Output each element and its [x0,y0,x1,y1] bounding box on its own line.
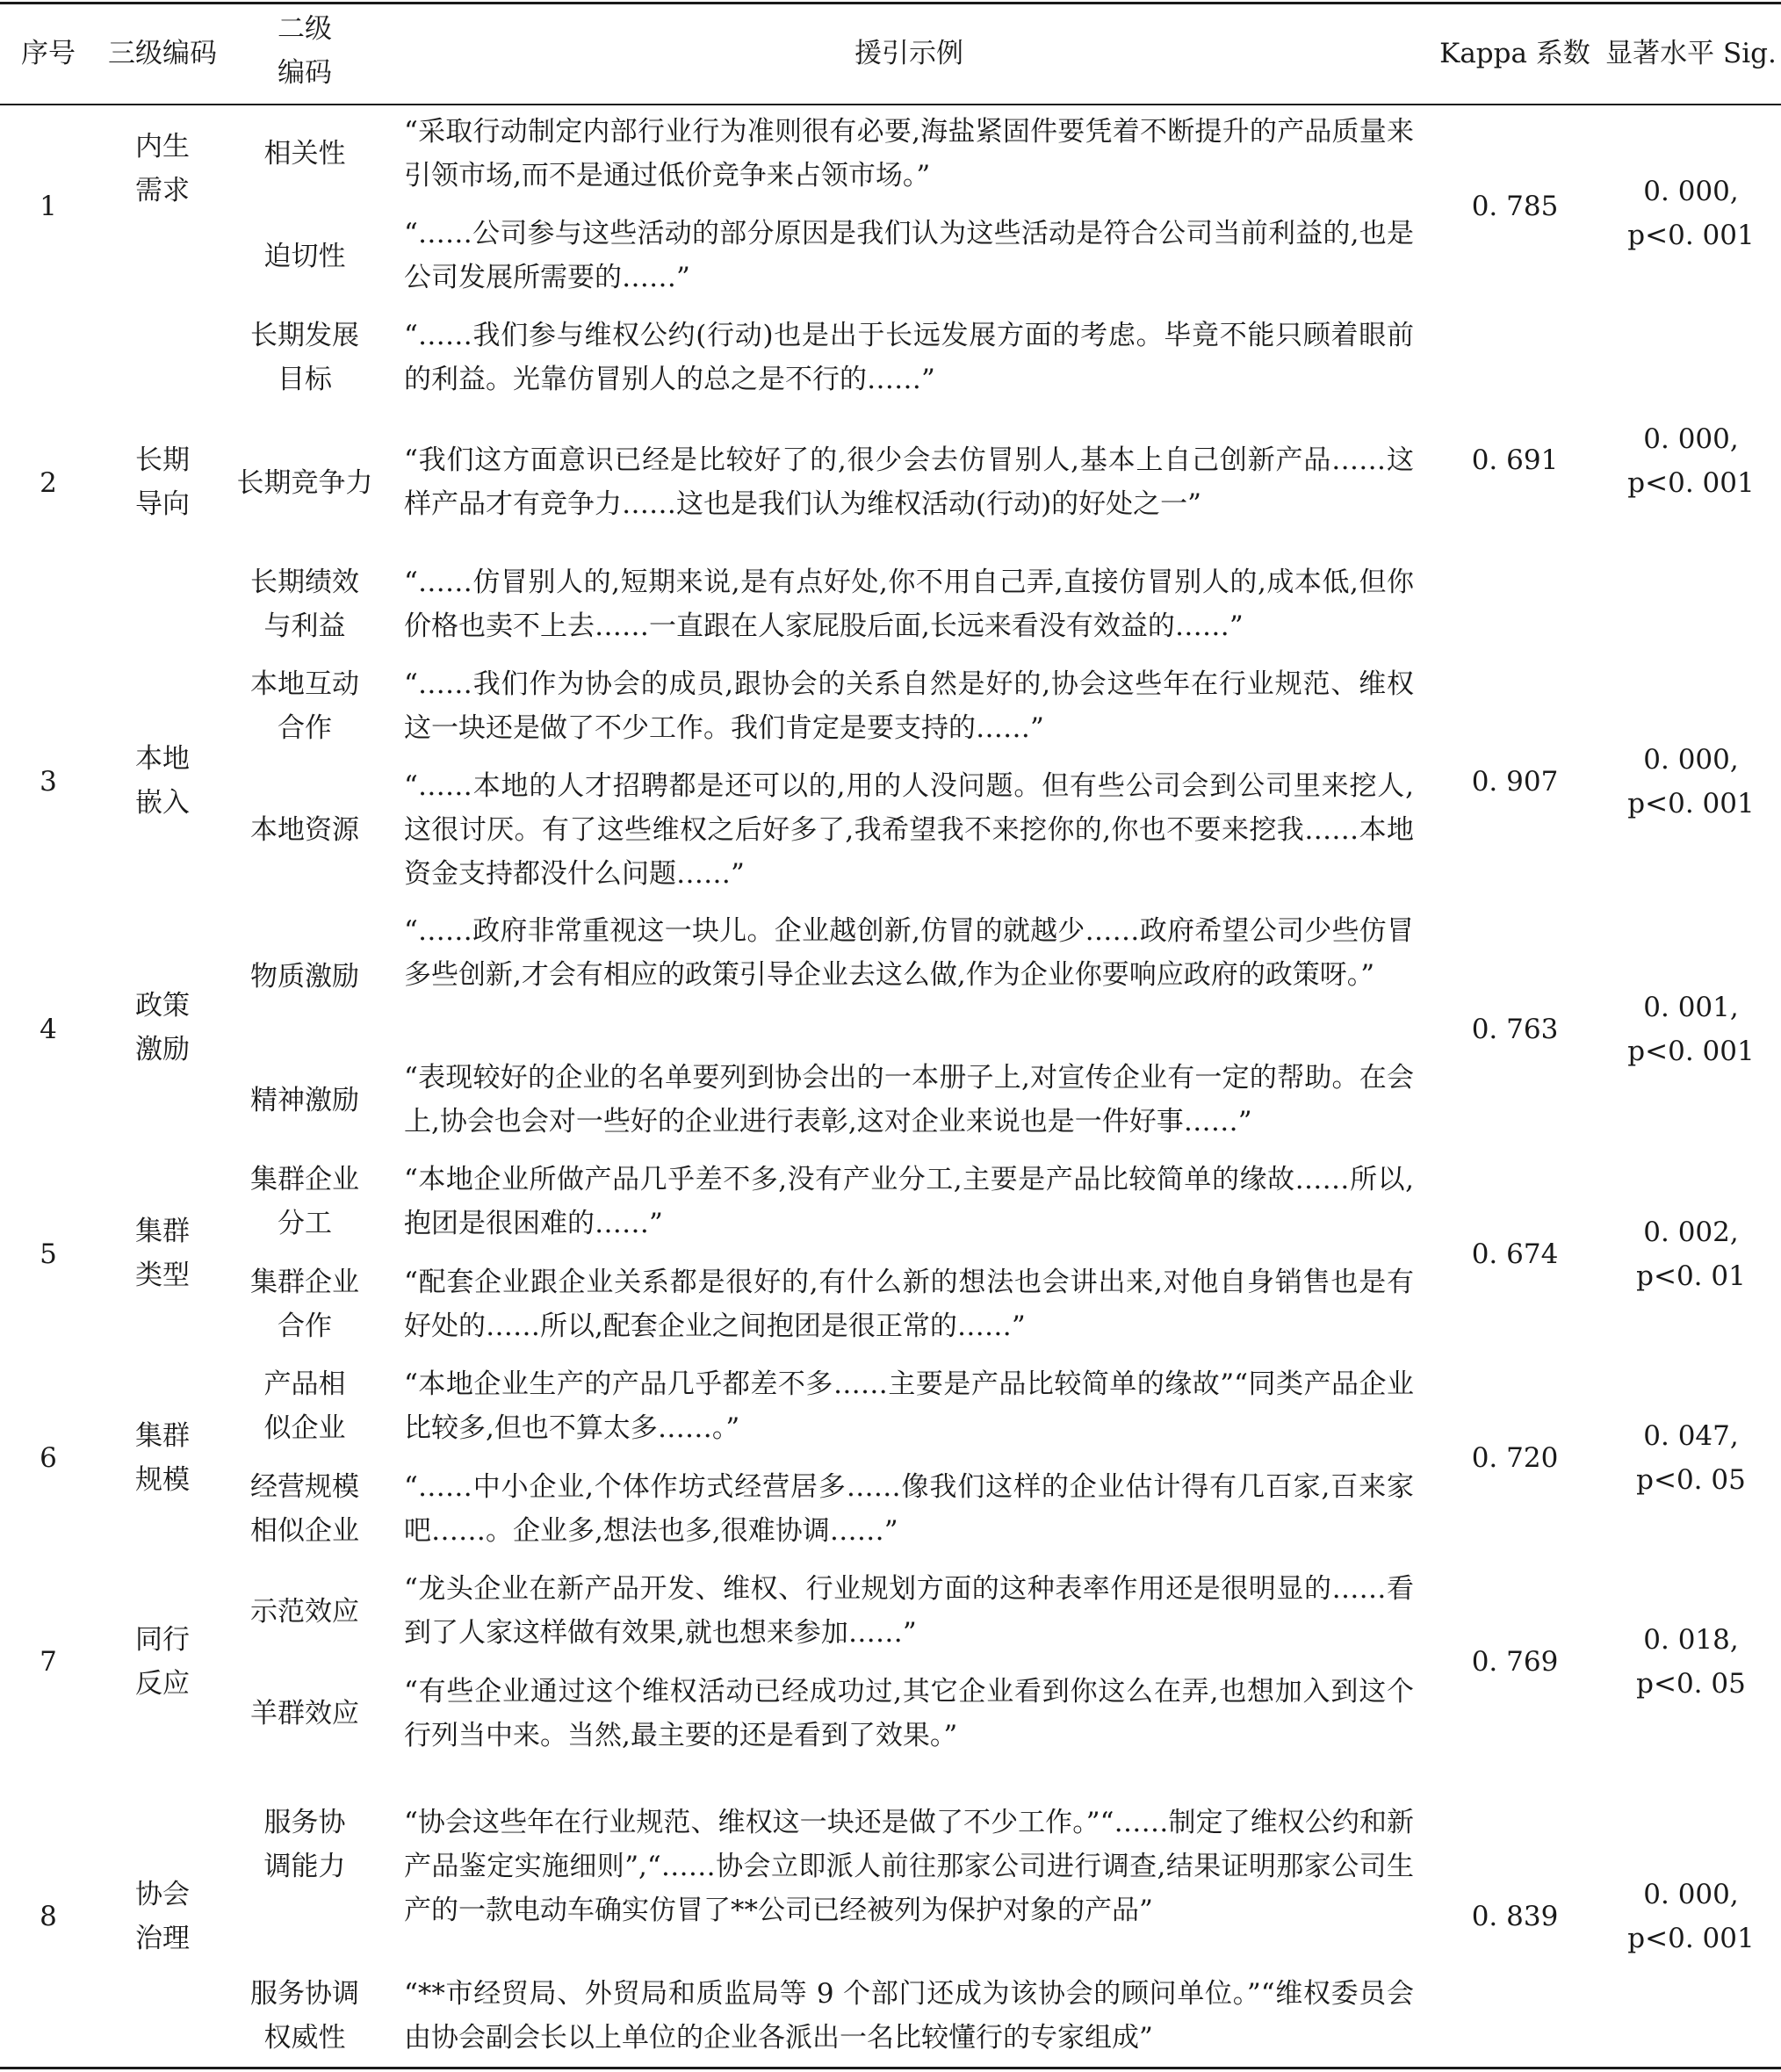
quote-example: “**市经贸局、外贸局和质监局等 9 个部门还成为该协会的顾问单位。”“维权委员会由协会副会长以上单位的企业各派出一名比较懂行的专家组成” [404,1978,1414,2054]
row-kappa: 0. 674 [1471,1238,1559,1270]
row-level3-line1: 同行 [135,1624,190,1656]
row-seq: 2 [40,467,57,499]
row-sig-p: p<0. 05 [1636,1464,1746,1496]
header-seq: 序号 [21,38,76,69]
row-sig-p: p<0. 01 [1636,1260,1746,1292]
row-level3-line2: 规模 [135,1464,190,1496]
level2-code-line2: 调能力 [263,1851,346,1882]
header-level2-line2: 编码 [278,57,332,89]
row-sig-p: p<0. 001 [1627,1923,1755,1954]
quote-example: “采取行动制定内部行业行为准则很有必要,海盐紧固件要凭着不断提升的产品质量来引领市场,而不是通过低价竞争来占领市场。” [404,116,1414,191]
quote-example: “有些企业通过这个维权活动已经成功过,其它企业看到你这么在弄,也想加入到这个行列当中来。当然,最主要的还是看到了效果。” [404,1676,1414,1751]
row-level3-line1: 本地 [135,743,190,775]
row-level3-line1: 政策 [135,990,190,1022]
level2-code: 集群企业 [250,1164,359,1195]
row-level3-line1: 内生 [135,131,190,162]
row-level3-line2: 导向 [135,488,190,520]
row-kappa: 0. 769 [1471,1646,1559,1678]
quote-example: “我们这方面意识已经是比较好了的,很少会去仿冒别人,基本上自己创新产品……这样产品才有竞争力……这也是我们认为维权活动(行动)的好处之一” [404,444,1414,520]
row-sig-value: 0. 018, [1643,1624,1739,1656]
row-sig-value: 0. 000, [1643,744,1739,776]
header-level2-line1: 二级 [278,13,332,45]
header-example: 援引示例 [854,38,963,69]
quote-example: “本地企业生产的产品几乎都差不多……主要是产品比较简单的缘故”“同类产品企业比较多,但也不算太多……。” [404,1368,1414,1444]
level2-code: 集群企业 [250,1267,359,1298]
top-rule [0,2,1781,4]
level2-code-line2: 似企业 [263,1412,346,1444]
quote-example: “配套企业跟企业关系都是很好的,有什么新的想法也会讲出来,对他自身销售也是有好处的……所以,配套企业之间抱团是很正常的……” [404,1267,1414,1342]
row-sig-value: 0. 001, [1643,992,1739,1023]
row-kappa: 0. 785 [1471,191,1559,222]
row-seq: 4 [40,1014,57,1045]
quote-example: “本地企业所做产品几乎差不多,没有产业分工,主要是产品比较简单的缘故……所以,抱团是很困难的……” [404,1164,1414,1239]
level2-code: 物质激励 [250,961,359,993]
row-level3-line2: 嵌入 [135,787,190,819]
quote-example: “……政府非常重视这一块儿。企业越创新,仿冒的就越少……政府希望公司少些仿冒多些创新,才会有相应的政策引导企业去这么做,作为企业你要响应政府的政策呀。” [404,915,1414,991]
header-sig: 显著水平 Sig. [1605,38,1777,69]
level2-code: 羊群效应 [250,1698,359,1729]
quote-example: “龙头企业在新产品开发、维权、行业规划方面的这种表率作用还是很明显的……看到了人家这样做有效果,就也想来参加……” [404,1573,1414,1649]
row-kappa: 0. 691 [1471,444,1559,476]
row-sig-p: p<0. 05 [1636,1668,1746,1700]
level2-code: 迫切性 [263,241,346,272]
quote-example: “表现较好的企业的名单要列到协会出的一本册子上,对宣传企业有一定的帮助。在会上,协会也会对一些好的企业进行表彰,这对企业来说也是一件好事……” [404,1062,1414,1137]
level2-code: 产品相 [263,1368,346,1400]
row-sig-value: 0. 047, [1643,1420,1739,1452]
level2-code: 长期竞争力 [236,467,373,499]
row-kappa: 0. 763 [1471,1014,1559,1045]
row-seq: 5 [40,1238,57,1270]
row-sig-value: 0. 000, [1643,1879,1739,1910]
quote-example: “协会这些年在行业规范、维权这一块还是做了不少工作。”“……制定了维权公约和新产品鉴定实施细则”,“……协会立即派人前往那家公司进行调查,结果证明那家公司生产的一款电动车确实仿冒了**公司已经被列为保护对象的产品” [404,1807,1414,1926]
header-rule [0,104,1781,105]
level2-code-line2: 与利益 [263,610,346,642]
quote-example: “……公司参与这些活动的部分原因是我们认为这些活动是符合公司当前利益的,也是公司发展所需要的……” [404,218,1414,293]
level2-code-line2: 相似企业 [250,1515,359,1547]
row-kappa: 0. 907 [1471,766,1559,798]
level2-code: 服务协调 [250,1978,359,2010]
row-level3-line2: 激励 [135,1034,190,1065]
header-kappa: Kappa 系数 [1439,38,1590,69]
row-sig-p: p<0. 001 [1627,788,1755,819]
row-level3-line2: 治理 [135,1923,190,1954]
level2-code-line2: 分工 [278,1208,332,1239]
level2-code: 相关性 [263,138,346,170]
quote-example: “……我们参与维权公约(行动)也是出于长远发展方面的考虑。毕竟不能只顾着眼前的利益。光靠仿冒别人的总之是不行的……” [404,320,1414,395]
level2-code: 服务协 [263,1807,346,1838]
row-kappa: 0. 720 [1471,1442,1559,1474]
row-seq: 3 [40,766,57,798]
row-level3-line2: 需求 [135,175,190,206]
bottom-rule [0,2067,1781,2069]
row-sig-value: 0. 000, [1643,423,1739,455]
row-level3-line1: 协会 [135,1879,190,1910]
level2-code: 长期发展 [250,320,359,351]
row-level3-line1: 集群 [135,1420,190,1452]
row-sig-value: 0. 000, [1643,176,1739,207]
level2-code-line2: 合作 [278,712,332,744]
row-kappa: 0. 839 [1471,1901,1559,1932]
row-level3-line2: 反应 [135,1668,190,1700]
row-seq: 7 [40,1646,57,1678]
row-seq: 8 [40,1901,57,1932]
level2-code-line2: 目标 [278,364,332,395]
row-sig-p: p<0. 001 [1627,1036,1755,1067]
level2-code: 长期绩效 [250,567,359,598]
level2-code: 本地互动 [250,668,359,700]
header-level3: 三级编码 [108,38,217,69]
level2-code: 本地资源 [250,814,359,846]
level2-code: 精神激励 [250,1085,359,1116]
row-seq: 6 [40,1442,57,1474]
row-sig-value: 0. 002, [1643,1216,1739,1248]
quote-example: “……仿冒别人的,短期来说,是有点好处,你不用自己弄,直接仿冒别人的,成本低,但你价格也卖不上去……一直跟在人家屁股后面,长远来看没有效益的……” [404,567,1414,642]
level2-code: 经营规模 [250,1471,359,1503]
row-sig-p: p<0. 001 [1627,467,1755,499]
row-level3-line1: 集群 [135,1216,190,1247]
quote-example: “……本地的人才招聘都是还可以的,用的人没问题。但有些公司会到公司里来挖人,这很讨厌。有了这些维权之后好多了,我希望我不来挖你的,你也不要来挖我……本地资金支持都没什么问题……” [404,770,1414,890]
row-seq: 1 [40,191,57,222]
quote-example: “……中小企业,个体作坊式经营居多……像我们这样的企业估计得有几百家,百来家吧……。企业多,想法也多,很难协调……” [404,1471,1414,1547]
level2-code: 示范效应 [250,1596,359,1628]
quote-example: “……我们作为协会的成员,跟协会的关系自然是好的,协会这些年在行业规范、维权这一块还是做了不少工作。我们肯定是要支持的……” [404,668,1414,744]
row-level3-line1: 长期 [135,444,190,476]
level2-code-line2: 合作 [278,1310,332,1342]
row-sig-p: p<0. 001 [1627,220,1755,251]
level2-code-line2: 权威性 [263,2022,346,2054]
row-level3-line2: 类型 [135,1260,190,1291]
